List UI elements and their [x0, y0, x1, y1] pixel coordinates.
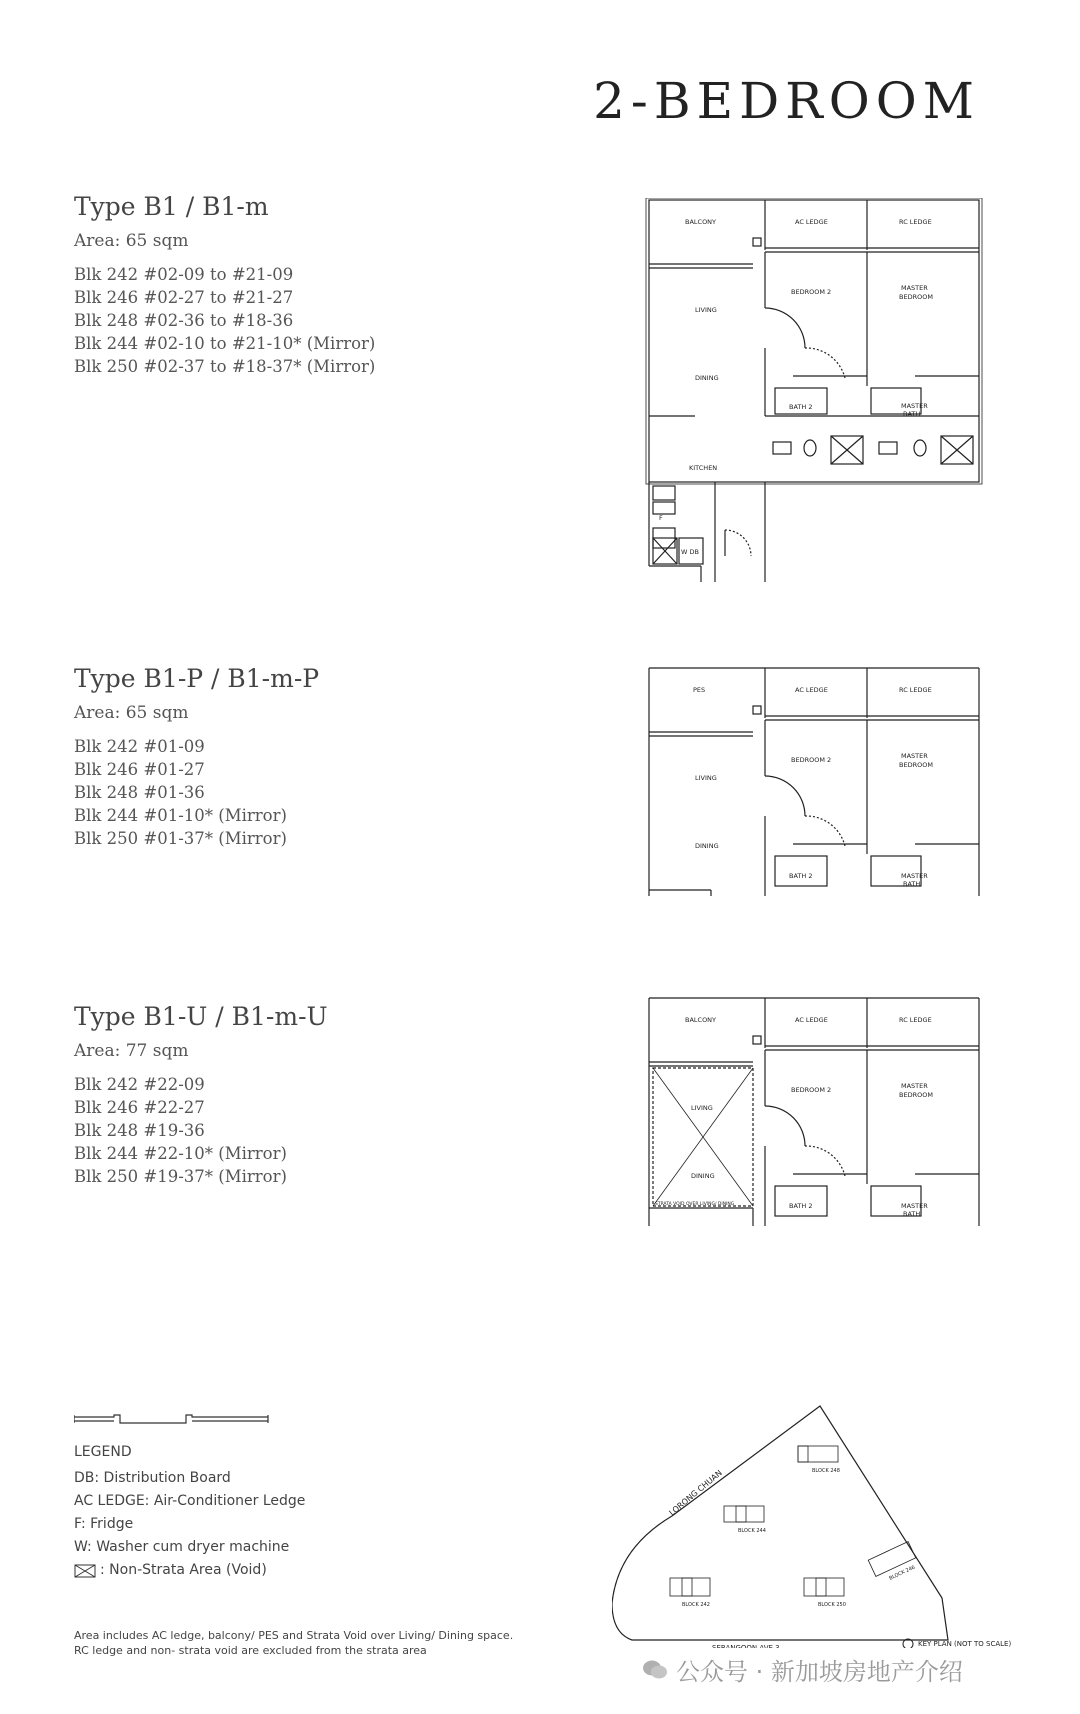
plan-label: LIVING: [691, 1104, 713, 1112]
block-line: Blk 248 #01-36: [74, 783, 205, 802]
floor-plan-b1: [645, 198, 985, 582]
legend-text: AC LEDGE: Air-Conditioner Ledge: [74, 1493, 306, 1509]
block-label: BLOCK 248: [812, 1468, 840, 1474]
plan-label: BATH: [903, 1210, 921, 1218]
unit-area: Area: 65 sqm: [74, 231, 189, 251]
legend-text: W: Washer cum dryer machine: [74, 1539, 290, 1555]
plan-label: LIVING: [695, 774, 717, 782]
plan-label: DINING: [691, 1172, 715, 1180]
unit-area: Area: 65 sqm: [74, 703, 189, 723]
plan-label: BEDROOM: [899, 761, 933, 769]
plan-label: BATH: [903, 410, 921, 418]
plan-label: W DB: [681, 548, 699, 556]
legend-text: : Non-Strata Area (Void): [100, 1562, 267, 1578]
block-label: BLOCK 246: [888, 1564, 917, 1582]
block-line: Blk 250 #02-37 to #18-37* (Mirror): [74, 357, 376, 376]
plan-label: AC LEDGE: [795, 686, 828, 694]
plan-label: MASTER: [901, 402, 928, 410]
plan-label: KITCHEN: [689, 464, 718, 472]
block-label: BLOCK 250: [818, 1602, 846, 1608]
legend: [74, 1444, 574, 1582]
plan-label: LIVING: [695, 306, 717, 314]
key-plan: [612, 1398, 1012, 1652]
plan-label: MASTER: [901, 872, 928, 880]
area-footnote: [74, 1628, 554, 1658]
page-title: 2-BEDROOM: [593, 72, 980, 130]
plan-label: MASTER: [901, 1082, 928, 1090]
road-label: LORONG CHUAN: [667, 1468, 724, 1518]
block-label: BLOCK 244: [738, 1528, 766, 1534]
plan-label: BEDROOM 2: [791, 1086, 832, 1094]
plan-label: RC LEDGE: [899, 218, 932, 226]
plan-label: MASTER: [901, 752, 928, 760]
block-line: Blk 248 #19-36: [74, 1121, 205, 1140]
plan-label: BATH 2: [789, 403, 813, 411]
unit-b1p-info: [74, 664, 554, 850]
legend-item: [74, 1490, 574, 1513]
wechat-icon: [642, 1659, 668, 1681]
watermark-text: 公众号 · 新加坡房地产介绍: [676, 1658, 963, 1686]
plan-label: MASTER: [901, 284, 928, 292]
key-plan-note: KEY PLAN (NOT TO SCALE): [918, 1640, 1012, 1648]
plan-label: PES: [693, 686, 706, 694]
unit-b1u-info: [74, 1002, 554, 1188]
watermark: [642, 1652, 963, 1687]
footnote-line: RC ledge and non- strata void are excluded from the strata area: [74, 1644, 427, 1657]
block-line: Blk 246 #01-27: [74, 760, 205, 779]
legend-text: F: Fridge: [74, 1516, 134, 1532]
block-line: Blk 248 #02-36 to #18-36: [74, 311, 294, 330]
unit-b1-info: [74, 192, 554, 378]
block-line: Blk 242 #01-09: [74, 737, 205, 756]
plan-label: MASTER: [901, 1202, 928, 1210]
plan-label: BEDROOM 2: [791, 288, 832, 296]
plan-label: BATH 2: [789, 1202, 813, 1210]
footnote-line: Area includes AC ledge, balcony/ PES and Strata Void over Living/ Dining space.: [74, 1629, 514, 1642]
block-line: Blk 246 #22-27: [74, 1098, 205, 1117]
road-label: SERANGOON AVE 3: [712, 1644, 780, 1648]
legend-item: [74, 1513, 574, 1536]
plan-label: BEDROOM: [899, 293, 933, 301]
plan-label: STRATA VOID OVER LIVING/ DINING: [655, 1202, 735, 1207]
plan-label: F: [659, 514, 663, 522]
plan-label: BEDROOM 2: [791, 756, 832, 764]
block-line: Blk 250 #01-37* (Mirror): [74, 829, 287, 848]
plan-label: DINING: [695, 842, 719, 850]
plan-label: RC LEDGE: [899, 1016, 932, 1024]
plan-label: AC LEDGE: [795, 1016, 828, 1024]
block-line: Blk 242 #22-09: [74, 1075, 205, 1094]
plan-label: BALCONY: [685, 218, 717, 226]
unit-type: Type B1 / B1-m: [74, 192, 269, 221]
floor-plan-b1p: [645, 666, 985, 896]
block-label: BLOCK 242: [682, 1602, 710, 1608]
unit-area: Area: 77 sqm: [74, 1041, 189, 1061]
plan-label: BATH: [903, 880, 921, 888]
block-line: Blk 244 #02-10 to #21-10* (Mirror): [74, 334, 376, 353]
block-line: Blk 244 #22-10* (Mirror): [74, 1144, 287, 1163]
unit-type: Type B1-P / B1-m-P: [74, 664, 320, 693]
block-line: Blk 250 #19-37* (Mirror): [74, 1167, 287, 1186]
block-line: Blk 246 #02-27 to #21-27: [74, 288, 294, 307]
unit-type: Type B1-U / B1-m-U: [74, 1002, 328, 1031]
plan-label: BALCONY: [685, 1016, 717, 1024]
plan-label: RC LEDGE: [899, 686, 932, 694]
block-line: Blk 244 #01-10* (Mirror): [74, 806, 287, 825]
plan-label: BATH 2: [789, 872, 813, 880]
legend-title: LEGEND: [74, 1444, 132, 1460]
void-box-icon: [74, 1564, 96, 1578]
window-symbol: [74, 1412, 274, 1431]
plan-label: DINING: [695, 374, 719, 382]
legend-item: [74, 1467, 574, 1490]
legend-text: DB: Distribution Board: [74, 1470, 231, 1486]
plan-label: BEDROOM: [899, 1091, 933, 1099]
block-line: Blk 242 #02-09 to #21-09: [74, 265, 294, 284]
floor-plan-b1u: [645, 996, 985, 1226]
legend-item: [74, 1559, 574, 1582]
plan-label: AC LEDGE: [795, 218, 828, 226]
legend-item: [74, 1536, 574, 1559]
